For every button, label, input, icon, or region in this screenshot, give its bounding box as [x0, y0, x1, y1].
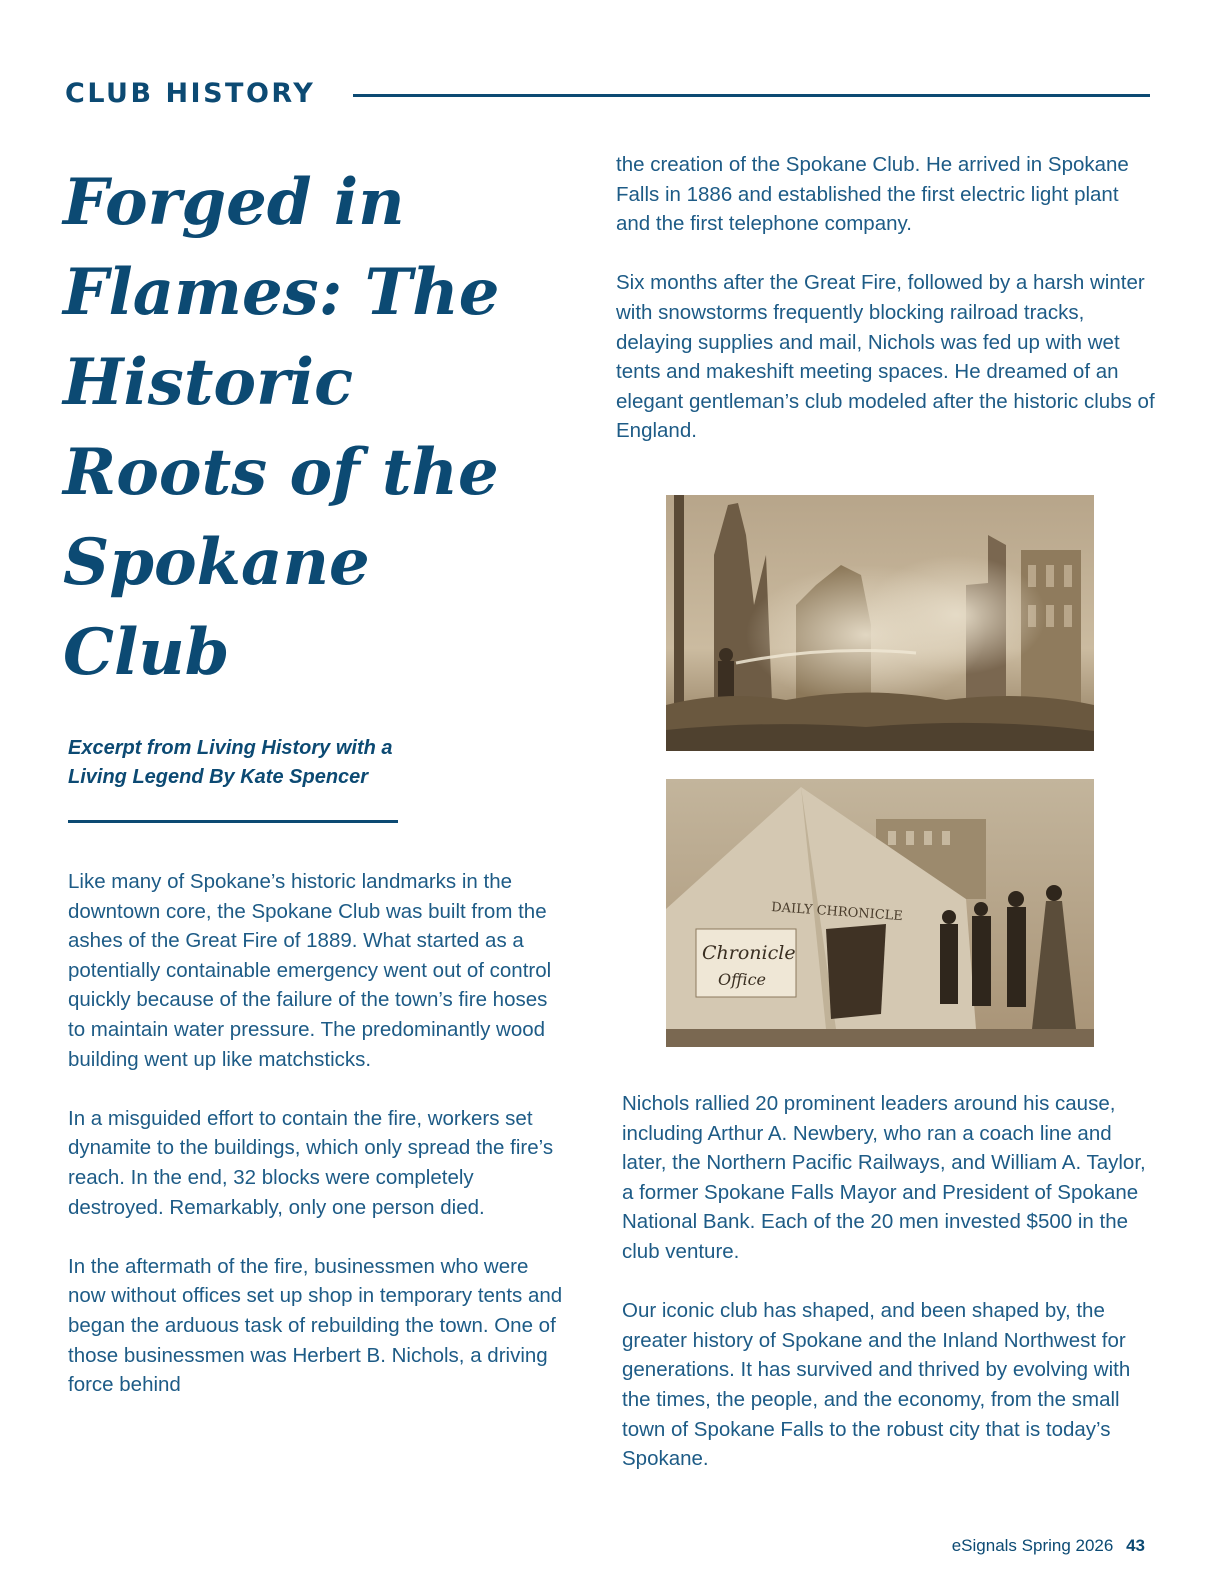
publication-name: eSignals Spring 2026: [951, 1536, 1114, 1555]
body-paragraph: the creation of the Spokane Club. He arrived in Spokane Falls in 1886 and established the first electric light plant and the first telephone company.: [616, 153, 1129, 236]
section-divider: [353, 94, 1150, 97]
tent-banner-text: DAILY CHRONICLE: [770, 900, 904, 925]
right-column-top-body: [616, 150, 1156, 446]
body-paragraph: In a misguided effort to contain the fire, workers set dynamite to the buildings, which only spread the fire’s reach. In the end, 32 blocks were completely destroyed. Remarkably, only one person died.: [68, 1106, 554, 1219]
article-title: Forged in Flames: The Historic Roots of the Spokane Club: [63, 165, 500, 690]
tent-placard-line1: Chronicle: [702, 942, 796, 964]
body-paragraph: Nichols rallied 20 prominent leaders around his cause, including Arthur A. Newbery, who ran a coach line and later, the Northern Pacific Railways, and William A. Taylor, a former Spokane Falls Mayor and President of Spokane National Bank. Each of the 20 men invested $500 in the club venture.: [622, 1092, 1146, 1263]
byline-divider: [68, 820, 398, 823]
left-column-body: [68, 867, 568, 1400]
body-paragraph: Like many of Spokane’s historic landmarks in the downtown core, the Spokane Club was built from the ashes of the Great Fire of 1889. What started as a potentially containable emergency went out of control quickly because of the failure of the town’s fire hoses to maintain water pressure. The predominantly wood building went up like matchsticks.: [68, 870, 552, 1071]
body-paragraph: Six months after the Great Fire, followed by a harsh winter with snowstorms frequently blocking railroad tracks, delaying supplies and mail, Nichols was fed up with wet tents and makeshift meeting spaces. He dreamed of an elegant gentleman’s club modeled after the historic clubs of England.: [616, 271, 1155, 443]
section-label: CLUB HISTORY: [65, 78, 316, 109]
chronicle-tent-photo: [666, 779, 1094, 1047]
page-footer: [952, 1536, 1145, 1556]
article-byline: Excerpt from Living History with a Living Legend By Kate Spencer: [68, 737, 393, 788]
right-column-bottom-body: [622, 1089, 1158, 1474]
page-number: 43: [1126, 1536, 1145, 1555]
fire-ruins-photo: [666, 495, 1094, 751]
tent-placard-line2: Office: [718, 970, 766, 989]
body-paragraph: In the aftermath of the fire, businessmen who were now without offices set up shop in temporary tents and began the arduous task of rebuilding the town. One of those businessmen was Herbert B. Nichols, a driving force behind: [68, 1254, 563, 1397]
body-paragraph: Our iconic club has shaped, and been shaped by, the greater history of Spokane and the Inland Northwest for generations. It has survived and thrived by evolving with the times, the people, and the economy, from the small town of Spokane Falls to the robust city that is today’s Spokane.: [622, 1299, 1131, 1471]
